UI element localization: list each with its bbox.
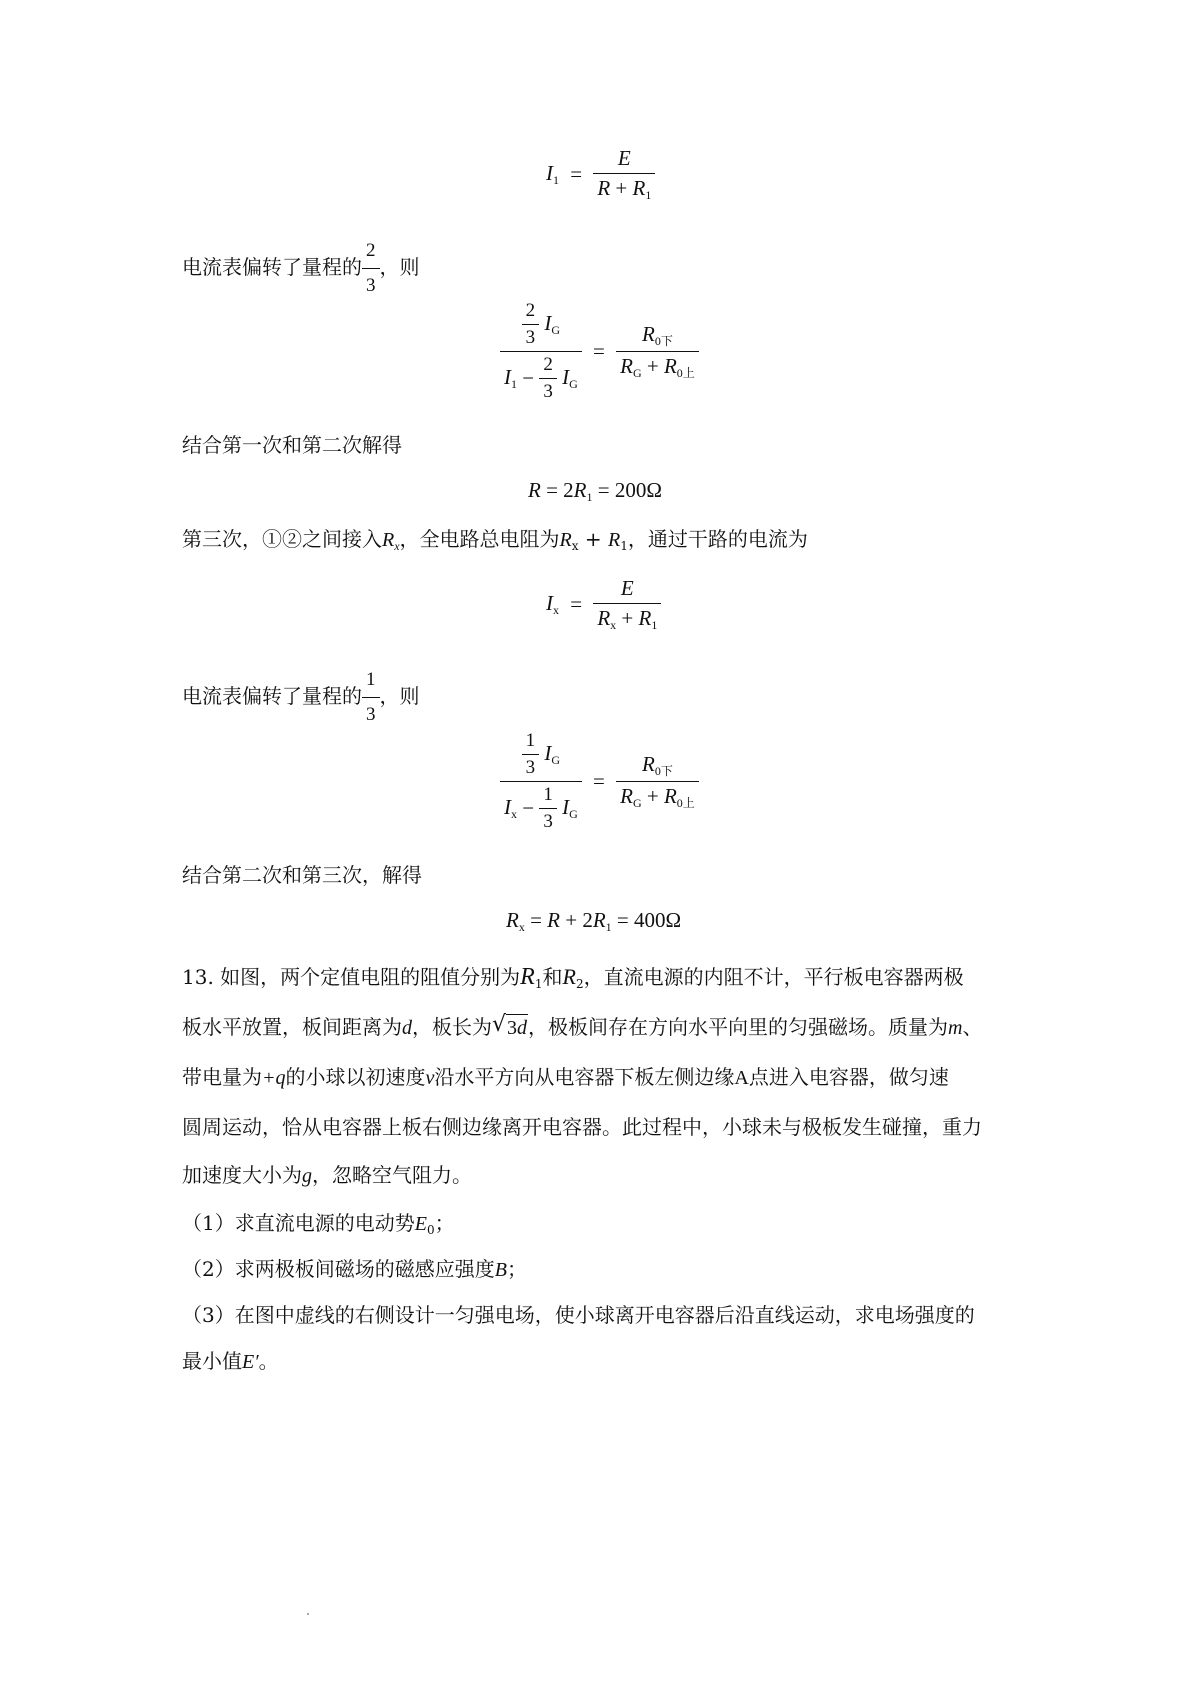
equation-two-thirds-ratio: $\frac{2}{3}$ $I_G$ $I_1$ − $\frac{2}{3}$ $I_G$ = $\frac{R_{0下}}{R_G + R_{0上}}$ bbox=[500, 300, 699, 403]
question-13-part-1: （1）求直流电源的电动势$E_0$； bbox=[182, 1211, 455, 1237]
equation-rx-400: $R_x = R + 2R_1 = 400\Omega$ bbox=[506, 908, 682, 934]
scan-speck bbox=[307, 1613, 309, 1615]
question-13-line-3: 带电量为+q的小球以初速度v沿水平方向从电容器下板左侧边缘A点进入电容器，做匀速 bbox=[182, 1065, 949, 1089]
question-13-line-4: 圆周运动，恰从电容器上板右侧边缘离开电容器。此过程中，小球未与极板发生碰撞，重力 bbox=[182, 1115, 982, 1139]
equation-one-third-ratio: $\frac{1}{3}$ $I_G$ $I_x$ − $\frac{1}{3}$ $I_G$ = $\frac{R_{0下}}{R_G + R_{0上}}$ bbox=[500, 730, 699, 833]
text-line-combine-first-second: 结合第一次和第二次解得 bbox=[182, 433, 402, 457]
equation-ix: $I_x$ = $\frac{E}{R_x + R_1}$ bbox=[546, 576, 661, 633]
question-13-part-3-line-2: 最小值E′。 bbox=[182, 1349, 279, 1373]
equation-r-200: $R = 2R_1 = 200\Omega$ bbox=[528, 478, 662, 504]
question-13-part-3-line-1: （3）在图中虚线的右侧设计一匀强电场，使小球离开电容器后沿直线运动，求电场强度的 bbox=[182, 1303, 975, 1327]
text-line-third-time: 第三次，①②之间接入$R_x$，全电路总电阻为$R_x + R_1$，通过干路的电流为 bbox=[182, 527, 808, 553]
text-line-deflection-two-thirds: 电流表偏转了量程的 $\frac{2}{3}$ ，则 bbox=[182, 236, 420, 301]
text-line-deflection-one-third: 电流表偏转了量程的 $\frac{1}{3}$ ，则 bbox=[182, 665, 420, 730]
question-13-line-5: 加速度大小为g，忽略空气阻力。 bbox=[182, 1163, 472, 1187]
question-13-line-1: 13. 如图，两个定值电阻的阻值分别为$R_1$和$R_2$，直流电源的内阻不计，平行板电容器两极 bbox=[182, 964, 964, 991]
text-line-combine-second-third: 结合第二次和第三次，解得 bbox=[182, 863, 422, 887]
question-13-part-2: （2）求两极板间磁场的磁感应强度B； bbox=[182, 1257, 527, 1281]
question-13-line-2: 板水平放置，板间距离为d，板长为 √ 3d，极板间存在方向水平向里的匀强磁场。质量为m、 bbox=[182, 1012, 983, 1039]
equation-i1: $I_1$ = $\frac{E}{R + R_1}$ bbox=[546, 146, 655, 203]
